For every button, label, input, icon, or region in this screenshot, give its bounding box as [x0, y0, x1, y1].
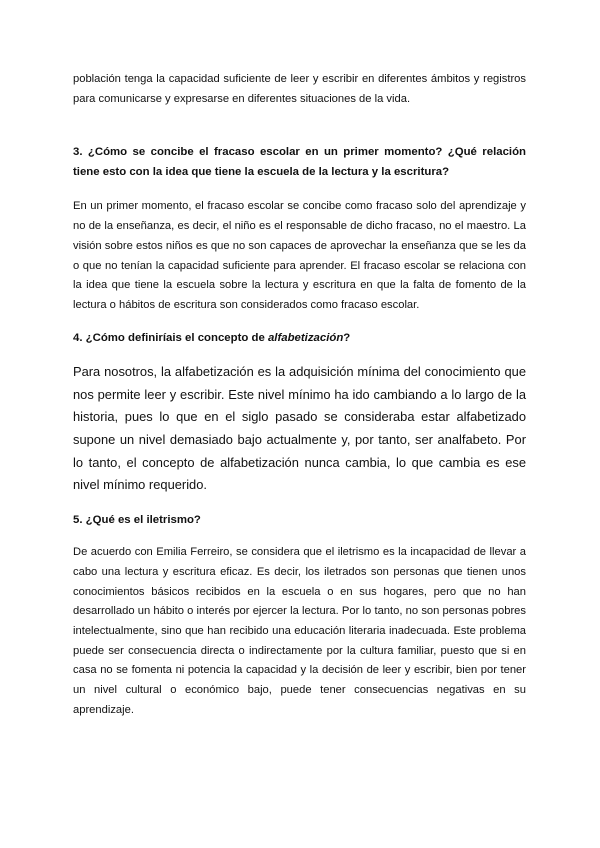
answer-5-paragraph: De acuerdo con Emilia Ferreiro, se considera que el iletrismo es la incapacidad de llevar a cabo una lectura y escritura eficaz. Es decir, los iletrados son personas que tienen unos conocimientos básicos recibidos en la escuela o en sus hogares, pero que no han desarrollado un hábito o interés por ejercer la lectura. Por lo tanto, no son personas pobres intelectualmente, sino que han recibido una educación literaria inadecuada. Este problema puede ser consecuencia directa o indirectamente por la cultura familiar, puesto que si en casa no se fomenta ni potencia la capacidad y la decisión de leer y escribir, bien por tener un nivel cultural o económico bajo, puede tener consecuencias negativas en su aprendizaje.	[73, 546, 526, 716]
document-body	[73, 70, 526, 721]
question-4-heading-suffix: ?	[343, 331, 351, 344]
answer-3-paragraph: En un primer momento, el fracaso escolar se concibe como fracaso solo del aprendizaje y no de la enseñanza, es decir, el niño es el responsable de dicho fracaso, no el maestro. La visión sobre estos niños es que no son capaces de aprovechar la enseñanza que se les da o que no tenían la capacidad suficiente para aprender. El fracaso escolar se relaciona con la idea que tiene la escuela sobre la lectura y escritura en que la falta de fomento de la lectura o hábitos de escritura son considerados como fracaso escolar.	[73, 200, 526, 311]
question-3-heading: 3. ¿Cómo se concibe el fracaso escolar en un primer momento? ¿Qué relación tiene esto con la idea que tiene la escuela de la lectura y la escritura?	[73, 146, 526, 178]
answer-4-paragraph: Para nosotros, la alfabetización es la adquisición mínima del conocimiento que nos permite leer y escribir. Este nivel mínimo ha ido cambiando a lo largo de la historia, pues lo que en el siglo pasado se consideraba estar alfabetizado supone un nivel demasiado bajo actualmente y, por tanto, ser analfabeto. Por lo tanto, el concepto de alfabetización nunca cambia, lo que cambia es ese nivel mínimo requerido.	[73, 364, 526, 493]
intro-paragraph: población tenga la capacidad suficiente de leer y escribir en diferentes ámbitos y registros para comunicarse y expresarse en diferentes situaciones de la vida.	[73, 73, 526, 105]
question-4-heading-emphasis: alfabetización	[267, 331, 344, 344]
question-5-heading: 5. ¿Qué es el iletrismo?	[73, 513, 201, 526]
question-4-heading-prefix: 4. ¿Cómo definiríais el concepto de	[73, 331, 268, 344]
question-4-heading	[73, 329, 526, 349]
